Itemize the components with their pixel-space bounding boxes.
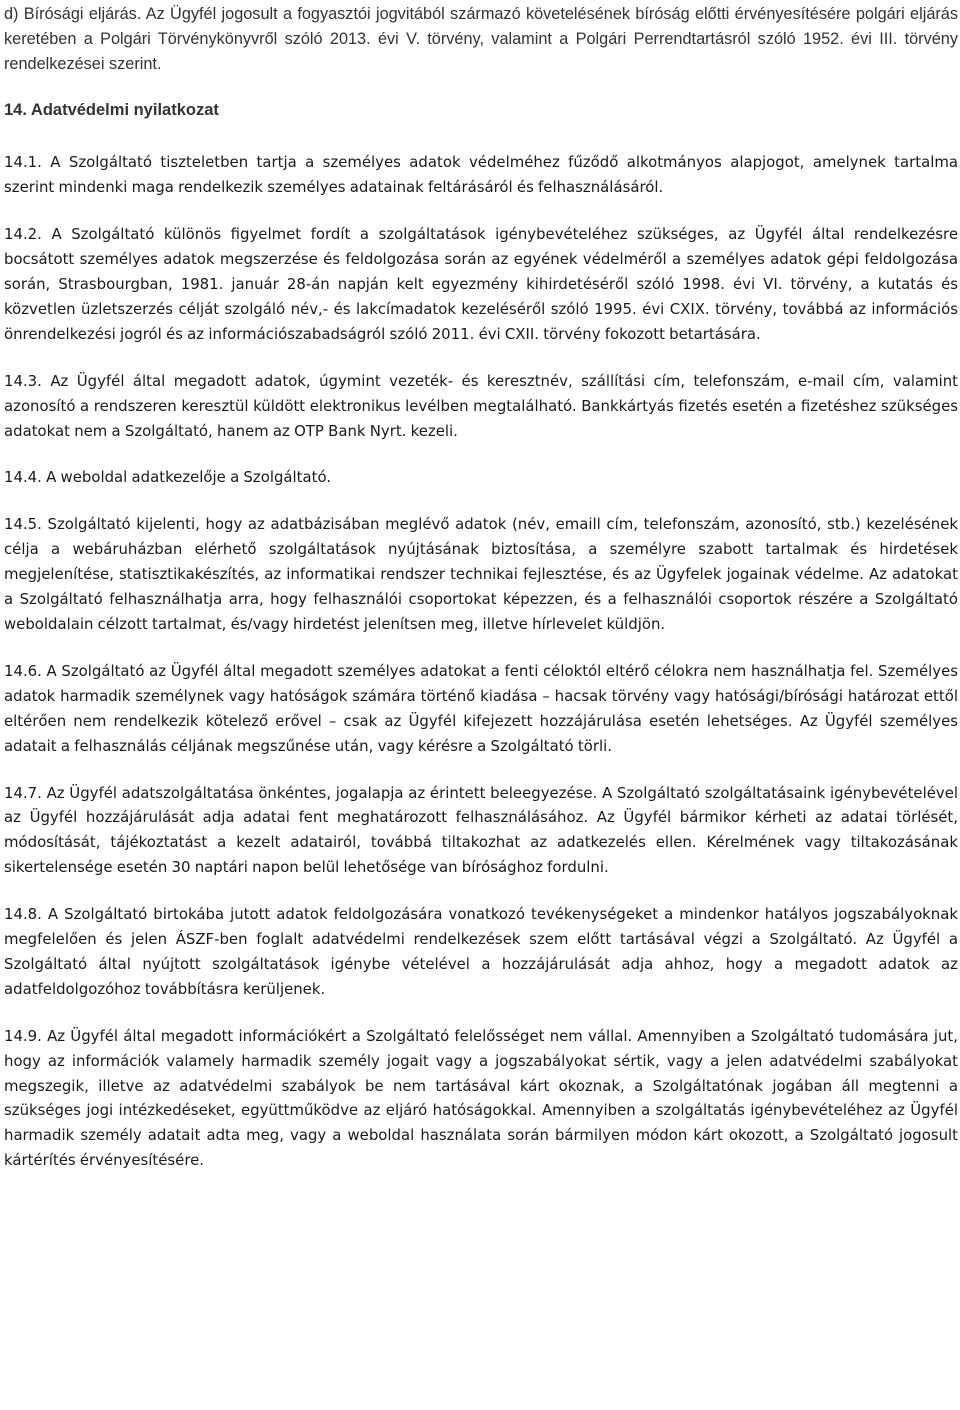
- document-page: [4, 0, 958, 1173]
- paragraph-14-3: 14.3. Az Ügyfél által megadott adatok, úgymint vezeték- és keresztnév, szállítási cím, telefonszám, e-mail cím, valamint azonosító a rendszeren keresztül küldött elektronikus levélben megtalálható. Bankkártyás fizetés esetén a fizetéshez szükséges adatokat nem a Szolgáltató, hanem az OTP Bank Nyrt. kezeli.: [4, 371, 958, 440]
- paragraph-14-6: 14.6. A Szolgáltató az Ügyfél által megadott személyes adatokat a fenti céloktól eltérő célokra nem használhatja fel. Személyes adatok harmadik személynek vagy hatóságok számára történő kiadása – hacsak törvény vagy hatósági/bírósági határozat ettől eltérően nem rendelkezik kötelező erővel – csak az Ügyfél kifejezett hozzájárulása esetén lehetséges. Az Ügyfél személyes adatait a felhasználás céljának megszűnése után, vagy kérésre a Szolgáltató törli.: [4, 661, 958, 755]
- paragraph-14-5: 14.5. Szolgáltató kijelenti, hogy az adatbázisában meglévő adatok (név, emaill cím, telefonszám, azonosító, stb.) kezelésének célja a webáruházban elérhető szolgáltatások nyújtásának biztosítása, a személyre szabott tartalmak és hirdetések megjelenítése, statisztikakészítés, az informatikai rendszer technikai fejlesztése, és az Ügyfelek jogainak védelme. Az adatokat a Szolgáltató felhasználhatja arra, hogy felhasználói csoportokat képezzen, és a felhasználói csoportok részére a Szolgáltató weboldalain célzott tartalmat, és/vagy hirdetést jelenítsen meg, illetve hírlevelet küldjön.: [4, 515, 958, 633]
- paragraph-14-9: 14.9. Az Ügyfél által megadott információkért a Szolgáltató felelősséget nem vállal. Amennyiben a Szolgáltató tudomására jut, hogy az információk valamely harmadik személy jogait vagy a jogszabályokat sértik, vagy a jelen adatvédelmi szabályokat megszegik, illetve az adatvédelmi szabályok be nem tartásával kárt okoznak, a Szolgáltatónak jogában áll megtenni a szükséges jogi intézkedéseket, együttműködve az eljáró hatóságokkal. Amennyiben a szolgáltatás igénybevételéhez az Ügyfél harmadik személy adatait adta meg, vagy a weboldal használata során bármilyen módon kárt okozott, a Szolgáltató jogosult kártérítés érvényesítésére.: [4, 1026, 958, 1170]
- paragraph-14-8: 14.8. A Szolgáltató birtokába jutott adatok feldolgozására vonatkozó tevékenységeket a mindenkor hatályos jogszabályoknak megfelelően és jelen ÁSZF-ben foglalt adatvédelmi rendelkezések szem előtt tartásával végzi a Szolgáltató. Az Ügyfél a Szolgáltató által nyújtott szolgáltatások igénybe vételével a hozzájárulását adja ahhoz, hogy a megadott adatok az adatfeldolgozóhoz továbbításra kerüljenek.: [4, 905, 958, 998]
- section-heading: 14. Adatvédelmi nyilatkozat: [4, 101, 219, 120]
- paragraph-14-4: 14.4. A weboldal adatkezelője a Szolgáltató.: [4, 468, 332, 487]
- intro-paragraph: d) Bírósági eljárás. Az Ügyfél jogosult a fogyasztói jogvitából származó követelésének bíróság előtti érvényesítésére polgári eljárás keretében a Polgári Törvénykönyvről szóló 2013. évi V. törvény, valamint a Polgári Perrendtartásról szóló 1952. évi III. törvény rendelkezései szerint.: [4, 5, 958, 73]
- paragraph-14-7: 14.7. Az Ügyfél adatszolgáltatása önkéntes, jogalapja az érintett beleegyezése. A Szolgáltató szolgáltatásaink igénybevételével az Ügyfél hozzájárulását adja adatai fent meghatározott felhasználásához. Az Ügyfél bármikor kérheti az adatai törlését, módosítását, tájékoztatást a kezelt adatairól, továbbá tiltakozhat az adatkezelés ellen. Kérelmének vagy tiltakozásának sikertelensége esetén 30 naptári napon belül lehetősége van bírósághoz fordulni.: [4, 783, 958, 877]
- paragraph-14-2: 14.2. A Szolgáltató különös figyelmet fordít a szolgáltatások igénybevételéhez szükséges, az Ügyfél által rendelkezésre bocsátott személyes adatok megszerzése és feldolgozása során az egyének védelméről a személyes adatok gépi feldolgozása során, Strasbourgban, 1981. január 28-án napján kelt egyezmény kihirdetéséről szóló 1998. évi VI. törvény, a kutatás és közvetlen üzletszerzés célját szolgáló név,- és lakcímadatok kezeléséről szóló 1995. évi CXIX. törvény, továbbá az információs önrendelkezési jogról és az információszabadságról szóló 2011. évi CXII. törvény fokozott betartására.: [4, 225, 958, 343]
- paragraph-14-1: 14.1. A Szolgáltató tiszteletben tartja a személyes adatok védelméhez fűződő alkotmányos alapjogot, amelynek tartalma szerint mindenki maga rendelkezik személyes adatainak feltárásáról és felhasználásáról.: [4, 153, 958, 197]
